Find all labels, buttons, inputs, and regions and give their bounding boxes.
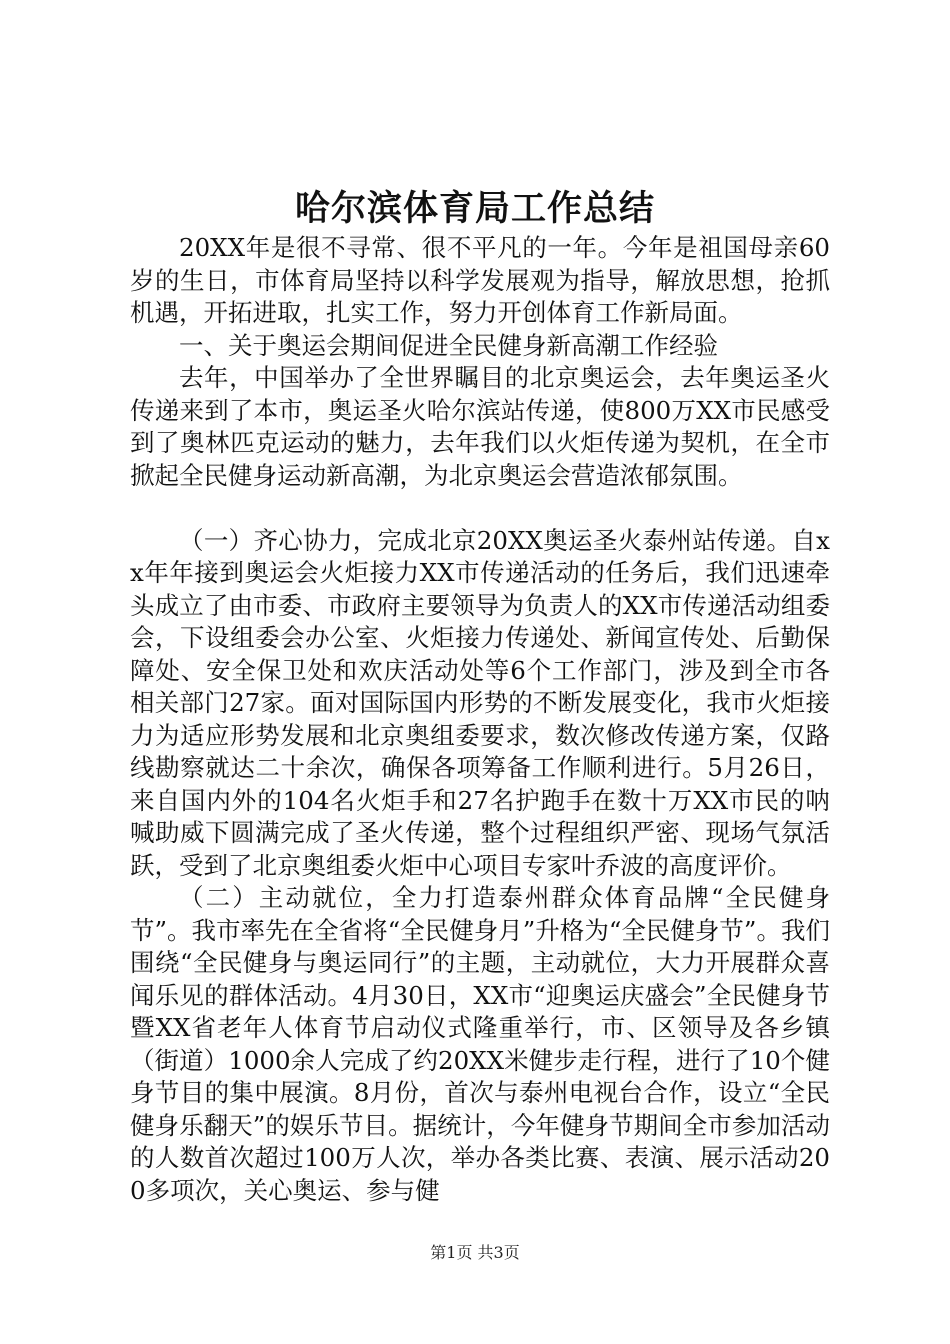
section-heading: 一、关于奥运会期间促进全民健身新高潮工作经验: [179, 330, 718, 360]
page-number: 第1页 共3页: [430, 1243, 520, 1262]
paragraph-fitness-festival: （二）主动就位，全力打造泰州群众体育品牌“全民健身节”。我市率先在全省将“全民健身月”升格为“全民健身节”。我们围绕“全民健身与奥运同行”的主题，主动就位，大力开展群众喜闻乐见的群体活动。4月30日，XX市“迎奥运庆盛会”全民健身节暨XX省老年人体育节启动仪式隆重举行，市、区领导及各乡镇（街道）1000余人完成了约20XX米健步走行程，进行了10个健身节目的集中展演。8月份，首次与泰州电视台合作，设立“全民健身乐翻天”的娱乐节目。据统计，今年健身节期间全市参加活动的人数首次超过100万人次，举办各类比赛、表演、展示活动200多项次，关心奥运、参与健: [130, 883, 830, 1205]
document-body: [130, 232, 830, 1207]
paragraph-torch-relay: （一）齐心协力，完成北京20XX奥运圣火泰州站传递。自xx年年接到奥运会火炬接力XX市传递活动的任务后，我们迅速牵头成立了由市委、市政府主要领导为负责人的XX市传递活动组委会，下设组委会办公室、火炬接力传递处、新闻宣传处、后勤保障处、安全保卫处和欢庆活动处等6个工作部门，涉及到全市各相关部门27家。面对国际国内形势的不断发展变化，我市火炬接力为适应形势发展和北京奥组委要求，数次修改传递方案，仅路线勘察就达二十余次，确保各项筹备工作顺利进行。5月26日，来自国内外的104名火炬手和27名护跑手在数十万XX市民的呐喊助威下圆满完成了圣火传递，整个过程组织严密、现场气氛活跃，受到了北京奥组委火炬中心项目专家叶乔波的高度评价。: [130, 525, 830, 880]
paragraph-intro: 20XX年是很不寻常、很不平凡的一年。今年是祖国母亲60岁的生日，市体育局坚持以科学发展观为指导，解放思想，抢抓机遇，开拓进取，扎实工作，努力开创体育工作新局面。: [130, 233, 830, 327]
paragraph-olympics: 去年，中国举办了全世界瞩目的北京奥运会，去年奥运圣火传递来到了本市，奥运圣火哈尔滨站传递，使800万XX市民感受到了奥林匹克运动的魅力，去年我们以火炬传递为契机，在全市掀起全民健身运动新高潮，为北京奥运会营造浓郁氛围。: [130, 363, 830, 490]
document-title: 哈尔滨体育局工作总结: [294, 188, 655, 229]
